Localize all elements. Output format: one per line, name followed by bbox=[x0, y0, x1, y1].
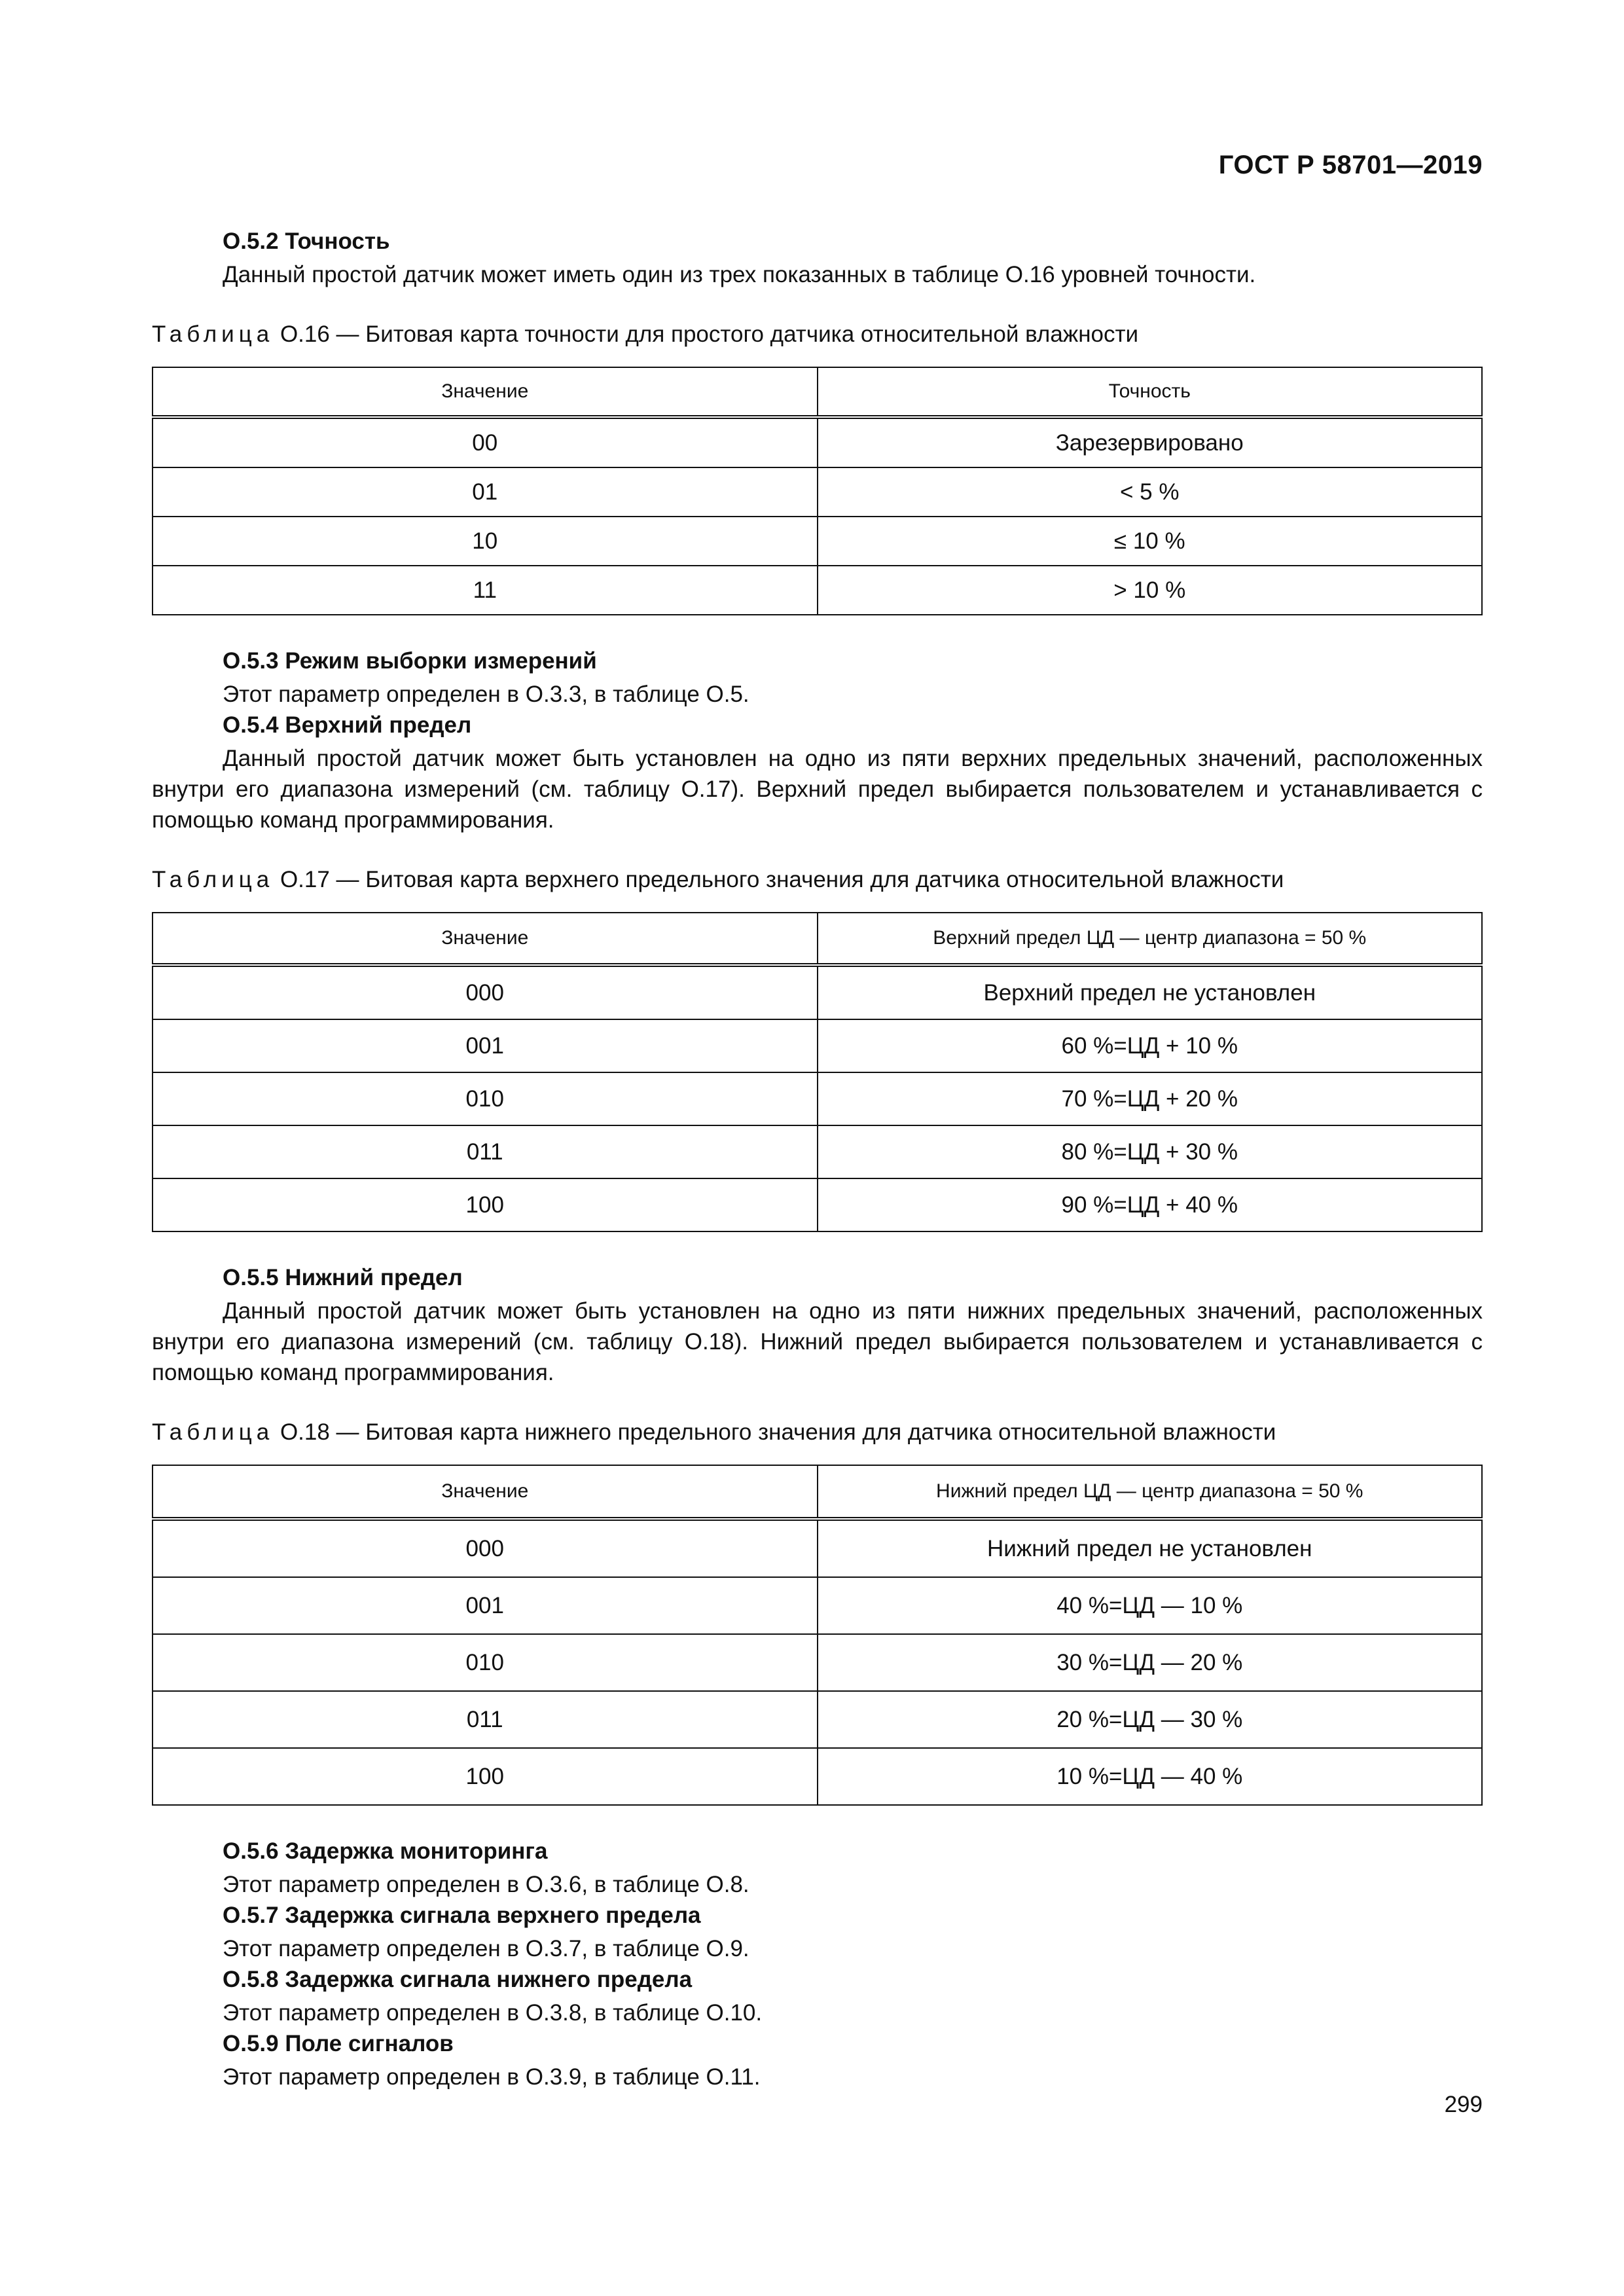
table-cell: 90 %=ЦД + 40 % bbox=[818, 1178, 1483, 1231]
table-cell: 011 bbox=[153, 1125, 818, 1178]
table-16-caption-prefix: Таблица bbox=[152, 321, 274, 347]
table-18-header-row bbox=[153, 1465, 1482, 1519]
clause-text-o-5-3: Этот параметр определен в О.3.3, в таблице О.5. bbox=[223, 682, 749, 707]
table-18-caption-text: О.18 — Битовая карта нижнего предельного значения для датчика относительной влажности bbox=[274, 1419, 1276, 1445]
table-18-caption bbox=[152, 1417, 1483, 1448]
table-cell: Верхний предел не установлен bbox=[818, 965, 1483, 1019]
table-cell: 000 bbox=[153, 1519, 818, 1577]
clause-title-o-5-8: О.5.8 Задержка сигнала нижнего предела bbox=[223, 1967, 693, 1992]
table-16-header-row bbox=[153, 367, 1482, 417]
table-cell: 001 bbox=[153, 1019, 818, 1072]
table-row bbox=[153, 1519, 1482, 1577]
table-row bbox=[153, 417, 1482, 467]
document-standard-number: ГОСТ Р 58701—2019 bbox=[1218, 151, 1483, 179]
table-16-header-accuracy: Точность bbox=[818, 367, 1483, 417]
table-17 bbox=[152, 912, 1483, 1232]
clause-text-o-5-4: Данный простой датчик может быть установлен на одно из пяти верхних предельных значений, расположенных внутри его диапазона измерений (см. таблицу О.17). Верхний предел выбирается пользователем и устанавливается с помощью команд программирования. bbox=[152, 746, 1483, 833]
table-17-header-row bbox=[153, 913, 1482, 965]
table-row bbox=[153, 1072, 1482, 1125]
table-row bbox=[153, 1178, 1482, 1231]
table-17-caption bbox=[152, 864, 1483, 895]
table-16-caption-text: О.16 — Битовая карта точности для простого датчика относительной влажности bbox=[274, 321, 1139, 347]
table-row bbox=[153, 1634, 1482, 1691]
table-cell: ≤ 10 % bbox=[818, 517, 1483, 566]
table-cell: 01 bbox=[153, 467, 818, 517]
clause-text-o-5-6: Этот параметр определен в О.3.6, в таблице О.8. bbox=[223, 1872, 749, 1897]
clause-title-o-5-3: О.5.3 Режим выборки измерений bbox=[223, 648, 597, 674]
clause-text-o-5-8: Этот параметр определен в О.3.8, в таблице О.10. bbox=[223, 2000, 763, 2026]
table-row bbox=[153, 1748, 1482, 1805]
clause-text-o-5-7: Этот параметр определен в О.3.7, в таблице О.9. bbox=[223, 1936, 749, 1961]
clause-title-o-5-6: О.5.6 Задержка мониторинга bbox=[223, 1838, 548, 1864]
clause-title-o-5-5: О.5.5 Нижний предел bbox=[223, 1265, 463, 1290]
table-cell: 010 bbox=[153, 1072, 818, 1125]
table-cell: 80 %=ЦД + 30 % bbox=[818, 1125, 1483, 1178]
table-cell: 40 %=ЦД — 10 % bbox=[818, 1577, 1483, 1634]
table-cell: 010 bbox=[153, 1634, 818, 1691]
table-cell: 100 bbox=[153, 1178, 818, 1231]
table-row bbox=[153, 1019, 1482, 1072]
table-cell: 70 %=ЦД + 20 % bbox=[818, 1072, 1483, 1125]
table-cell: 60 %=ЦД + 10 % bbox=[818, 1019, 1483, 1072]
table-cell: 011 bbox=[153, 1691, 818, 1748]
table-17-caption-prefix: Таблица bbox=[152, 867, 274, 892]
table-18 bbox=[152, 1465, 1483, 1806]
table-row bbox=[153, 566, 1482, 615]
table-cell: < 5 % bbox=[818, 467, 1483, 517]
table-row bbox=[153, 467, 1482, 517]
table-cell: 001 bbox=[153, 1577, 818, 1634]
table-cell: 00 bbox=[153, 417, 818, 467]
table-17-caption-text: О.17 — Битовая карта верхнего предельного значения для датчика относительной влажности bbox=[274, 867, 1284, 892]
table-18-caption-prefix: Таблица bbox=[152, 1419, 274, 1445]
table-16-header-value: Значение bbox=[153, 367, 818, 417]
table-16-caption bbox=[152, 319, 1483, 350]
table-cell: 10 %=ЦД — 40 % bbox=[818, 1748, 1483, 1805]
page-number: 299 bbox=[1444, 2092, 1483, 2117]
table-cell: 30 %=ЦД — 20 % bbox=[818, 1634, 1483, 1691]
table-16 bbox=[152, 367, 1483, 615]
clause-title-o-5-4: О.5.4 Верхний предел bbox=[223, 712, 472, 738]
clause-text-o-5-5: Данный простой датчик может быть установлен на одно из пяти нижних предельных значений, расположенных внутри его диапазона измерений (см. таблицу О.18). Нижний предел выбирается пользователем и устанавливается с помощью команд программирования. bbox=[152, 1298, 1483, 1385]
table-cell: 11 bbox=[153, 566, 818, 615]
table-cell: Зарезервировано bbox=[818, 417, 1483, 467]
table-cell: > 10 % bbox=[818, 566, 1483, 615]
clause-title-o-5-9: О.5.9 Поле сигналов bbox=[223, 2031, 454, 2056]
clause-title-o-5-2: О.5.2 Точность bbox=[223, 228, 390, 254]
table-row bbox=[153, 517, 1482, 566]
clause-text-o-5-9: Этот параметр определен в О.3.9, в таблице О.11. bbox=[223, 2064, 761, 2090]
table-17-header-value: Значение bbox=[153, 913, 818, 965]
table-17-header-upper-limit: Верхний предел ЦД — центр диапазона = 50 % bbox=[818, 913, 1483, 965]
table-18-header-value: Значение bbox=[153, 1465, 818, 1519]
table-row bbox=[153, 1691, 1482, 1748]
table-row bbox=[153, 965, 1482, 1019]
table-cell: 100 bbox=[153, 1748, 818, 1805]
clause-title-o-5-7: О.5.7 Задержка сигнала верхнего предела bbox=[223, 1903, 701, 1928]
table-row bbox=[153, 1125, 1482, 1178]
clause-text-o-5-2: Данный простой датчик может иметь один из трех показанных в таблице О.16 уровней точности. bbox=[223, 262, 1256, 287]
table-cell: 000 bbox=[153, 965, 818, 1019]
table-cell: 10 bbox=[153, 517, 818, 566]
table-row bbox=[153, 1577, 1482, 1634]
table-18-header-lower-limit: Нижний предел ЦД — центр диапазона = 50 % bbox=[818, 1465, 1483, 1519]
table-cell: 20 %=ЦД — 30 % bbox=[818, 1691, 1483, 1748]
table-cell: Нижний предел не установлен bbox=[818, 1519, 1483, 1577]
page-content bbox=[152, 226, 1483, 2092]
